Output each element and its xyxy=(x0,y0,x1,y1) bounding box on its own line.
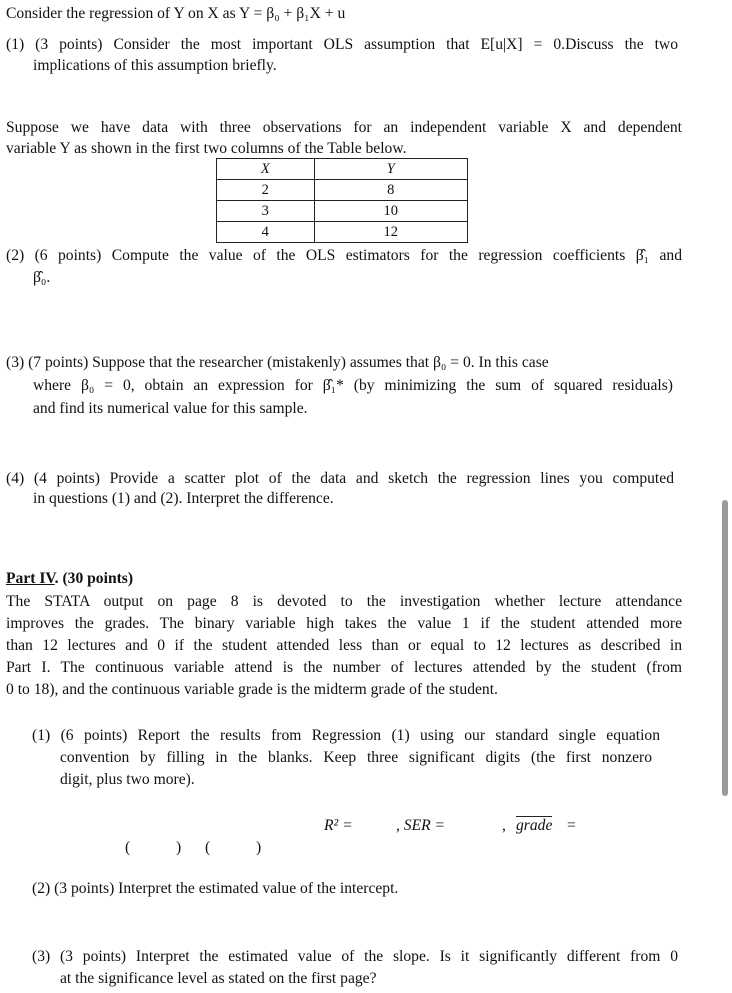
part-iv-heading xyxy=(6,569,133,589)
grade-equals: = xyxy=(567,817,576,834)
scrollbar-thumb[interactable] xyxy=(722,500,728,796)
table-header-y: Y xyxy=(314,159,467,180)
q2-line-2: β̂₀. xyxy=(33,269,51,286)
q1-line-1: (1) (3 points) Consider the most important OLS assumption that E[u|X] = 0.Discuss the two xyxy=(6,36,678,53)
table-cell: 3 xyxy=(217,201,315,222)
p1-line-2: convention by filling in the blanks. Keep three significant digits (the first nonzero xyxy=(60,749,652,766)
part-iv-para-1: The STATA output on page 8 is devoted to the investigation whether lecture attendance xyxy=(6,593,682,610)
table-row xyxy=(217,201,468,222)
q3-line-3: and find its numerical value for this sample. xyxy=(33,400,308,417)
p1-line-1: (1) (6 points) Report the results from Regression (1) using our standard single equation xyxy=(32,727,660,744)
table-cell: 12 xyxy=(314,222,467,243)
part-iv-para-3: than 12 lectures and 0 if the student attended less than or equal to 12 lectures as described in xyxy=(6,637,682,654)
data-table xyxy=(216,158,468,243)
ser-label: , SER = xyxy=(396,817,446,834)
se-paren-close-2: ) xyxy=(256,839,262,856)
q3-line-2: where β₀ = 0, obtain an expression for β̂₁* (by minimizing the sum of squared residuals) xyxy=(33,377,673,394)
table-row xyxy=(217,222,468,243)
data-intro-line-2: variable Y as shown in the first two columns of the Table below. xyxy=(6,140,407,157)
comma: , xyxy=(502,817,506,834)
grade-hat-label: grade xyxy=(516,817,553,834)
table-cell: 10 xyxy=(314,201,467,222)
part-iv-para-2: improves the grades. The binary variable high takes the value 1 if the student attended more xyxy=(6,615,682,632)
intro-text: Consider the regression of Y on X as Y = β₀ + β₁X + u xyxy=(6,5,346,22)
q4-line-1: (4) (4 points) Provide a scatter plot of the data and sketch the regression lines you computed xyxy=(6,470,674,487)
part-iv-para-5: 0 to 18), and the continuous variable grade is the midterm grade of the student. xyxy=(6,681,498,698)
r-squared-label: R² = xyxy=(324,817,353,834)
table-cell: 8 xyxy=(314,180,467,201)
q3-line-1: (3) (7 points) Suppose that the researcher (mistakenly) assumes that β₀ = 0. In this case xyxy=(6,354,549,371)
part-iv-title: Part IV xyxy=(6,570,55,587)
table-header-row xyxy=(217,159,468,180)
data-intro-line-1: Suppose we have data with three observations for an independent variable X and dependent xyxy=(6,119,682,136)
se-paren-open-1: ( xyxy=(125,839,131,856)
p1-line-3: digit, plus two more). xyxy=(60,771,195,788)
se-paren-open-2: ( xyxy=(205,839,211,856)
q2-line-1: (2) (6 points) Compute the value of the OLS estimators for the regression coefficients β̂₁ and xyxy=(6,247,682,264)
se-paren-close-1: ) xyxy=(176,839,182,856)
p3-line-2: at the significance level as stated on the first page? xyxy=(60,970,377,987)
table-row xyxy=(217,180,468,201)
p3-line-1: (3) (3 points) Interpret the estimated value of the slope. Is it significantly different from 0 xyxy=(32,948,678,965)
p2-text: (2) (3 points) Interpret the estimated value of the intercept. xyxy=(32,880,399,897)
part-iv-points: . (30 points) xyxy=(54,570,134,587)
q1-line-2: implications of this assumption briefly. xyxy=(33,57,277,74)
q4-line-2: in questions (1) and (2). Interpret the difference. xyxy=(33,490,334,507)
part-iv-para-4: Part I. The continuous variable attend is the number of lectures attended by the student (from xyxy=(6,659,682,676)
table-cell: 2 xyxy=(217,180,315,201)
table-header-x: X xyxy=(217,159,315,180)
table-cell: 4 xyxy=(217,222,315,243)
